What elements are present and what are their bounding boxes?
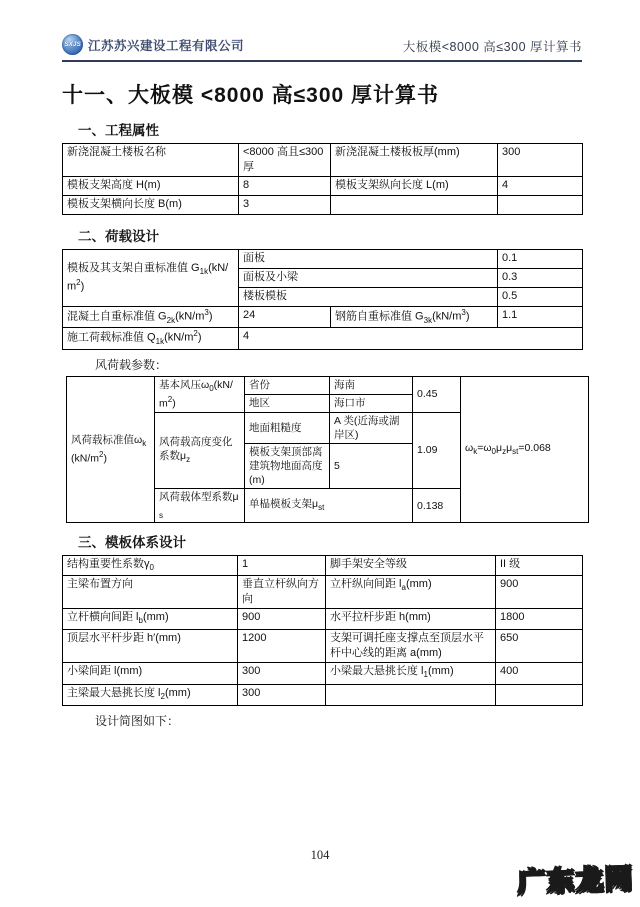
load-design-table (62, 249, 583, 350)
table-cell: 钢筋自重标准值 $G_{3k}(kN/m^3)$ (331, 306, 498, 328)
table-row (63, 662, 583, 684)
table-cell: 1200 (238, 630, 326, 663)
table-cell: 面板 (239, 249, 498, 268)
table-row (63, 630, 583, 663)
table-row (63, 328, 583, 350)
table-cell (331, 195, 498, 214)
page-number: 104 (310, 848, 330, 862)
header-left (62, 34, 244, 55)
table-cell: 水平拉杆步距 h(mm) (326, 609, 496, 630)
sketch-label: 设计简图如下： (95, 713, 180, 728)
table-row (63, 176, 583, 195)
table-cell: 1.1 (498, 306, 583, 328)
table-row (63, 306, 583, 328)
page-title: 十一、大板模 <8000 高≤300 厚计算书 (62, 84, 440, 107)
table-row (63, 576, 583, 609)
table-cell: 混凝土自重标准值 $G_{2k}(kN/m^3)$ (63, 306, 239, 328)
table-cell: 立杆纵向间距 $l_a(mm)$ (326, 576, 496, 609)
table-cell: 4 (498, 176, 583, 195)
table-cell: 主梁最大悬挑长度 $l_2(mm)$ (63, 684, 238, 705)
table-cell: 24 (239, 306, 331, 328)
table-cell: 海南 (330, 376, 413, 394)
table-row (63, 684, 583, 705)
table-cell: 400 (496, 662, 583, 684)
table-cell: 施工荷载标准值 $Q_{1k}(kN/m^2)$ (63, 328, 239, 350)
wind-load-table (66, 376, 589, 523)
table-cell: 省份 (245, 376, 330, 394)
table-cell: 支架可调托座支撑点至顶层水平杆中心线的距离 a(mm) (326, 630, 496, 663)
table-cell (498, 195, 583, 214)
table-row (63, 144, 583, 177)
table-cell: 300 (498, 144, 583, 177)
table-cell (326, 684, 496, 705)
watermark-text: 广东龙网 (517, 863, 635, 899)
table-row (63, 556, 583, 576)
table-cell: 0.5 (498, 287, 583, 306)
table-cell: 立杆横向间距 $l_b(mm)$ (63, 609, 238, 630)
table-cell: 900 (238, 609, 326, 630)
header-doc-title: 大板模<8000 高≤300 厚计算书 (402, 40, 582, 54)
table-cell: II 级 (496, 556, 583, 576)
table-cell: 8 (239, 176, 331, 195)
formwork-system-table (62, 555, 583, 705)
table-cell: 顶层水平杆步距 h′(mm) (63, 630, 238, 663)
table-cell: 风荷载体型系数$\mu_s$ (155, 489, 245, 523)
table-cell: 650 (496, 630, 583, 663)
company-name: 江苏苏兴建设工程有限公司 (88, 38, 245, 53)
table-cell: 垂直立杆纵向方向 (238, 576, 326, 609)
table-cell: 小梁最大悬挑长度 $l_1(mm)$ (326, 662, 496, 684)
table-cell: 单榀模板支架$\mu_{st}$ (245, 489, 413, 523)
section-heading-system: 三、模板体系设计 (78, 535, 186, 551)
table-cell: 模板支架高度 H(m) (63, 176, 239, 195)
globe-logo-icon (62, 34, 83, 55)
table-cell: 模板支架纵向长度 L(m) (331, 176, 498, 195)
page-header (62, 0, 582, 62)
table-cell: 小梁间距 l(mm) (63, 662, 238, 684)
table-cell: 海口市 (330, 395, 413, 412)
section-heading-project: 一、工程属性 (78, 123, 159, 138)
table-cell: 主梁布置方向 (63, 576, 238, 609)
table-cell: $\omega_k=\omega_0\mu_z\mu_{st}=0.068$ (461, 376, 589, 522)
table-cell: 1 (238, 556, 326, 576)
table-cell: 模板支架横向长度 B(m) (63, 195, 239, 214)
logo-text: SXJS (64, 41, 81, 48)
table-cell: 3 (239, 195, 331, 214)
table-cell: 900 (496, 576, 583, 609)
table-cell: 300 (238, 684, 326, 705)
project-properties-table (62, 143, 583, 215)
table-cell: 0.1 (498, 249, 583, 268)
wind-params-label: 风荷载参数： (95, 357, 168, 372)
table-cell: 模板支架顶部离建筑物地面高度(m) (245, 443, 330, 489)
table-cell: 楼板模板 (239, 287, 498, 306)
table-cell: 地区 (245, 395, 330, 412)
table-cell: 300 (238, 662, 326, 684)
table-cell: 脚手架安全等级 (326, 556, 496, 576)
section-heading-loads: 二、荷载设计 (78, 228, 159, 244)
table-cell: A 类(近海或湖岸区) (330, 412, 413, 443)
table-cell: 新浇混凝土楼板名称 (63, 144, 239, 177)
table-cell: 新浇混凝土楼板板厚(mm) (331, 144, 498, 177)
table-row (63, 249, 583, 268)
table-cell: 4 (239, 328, 583, 350)
table-cell: 基本风压$\omega_0(kN/m^2)$ (155, 376, 245, 412)
table-row (67, 376, 589, 394)
table-cell: 1.09 (413, 412, 461, 489)
table-cell: 模板及其支架自重标准值 $G_{1k}(kN/m^2)$ (63, 249, 239, 306)
table-cell: 0.138 (413, 489, 461, 523)
table-cell (496, 684, 583, 705)
table-cell: 5 (330, 443, 413, 489)
table-cell: 结构重要性系数$\gamma_0$ (63, 556, 238, 576)
table-row (63, 195, 583, 214)
table-cell: 0.45 (413, 376, 461, 412)
table-cell: 地面粗糙度 (245, 412, 330, 443)
table-cell: 风荷载高度变化系数$\mu_z$ (155, 412, 245, 489)
table-cell: 面板及小梁 (239, 268, 498, 287)
table-cell: 1800 (496, 609, 583, 630)
table-cell: <8000 高且≤300 厚 (239, 144, 331, 177)
table-cell: 风荷载标准值$\omega_k(kN/m^2)$ (67, 376, 155, 522)
table-row (63, 609, 583, 630)
table-cell: 0.3 (498, 268, 583, 287)
